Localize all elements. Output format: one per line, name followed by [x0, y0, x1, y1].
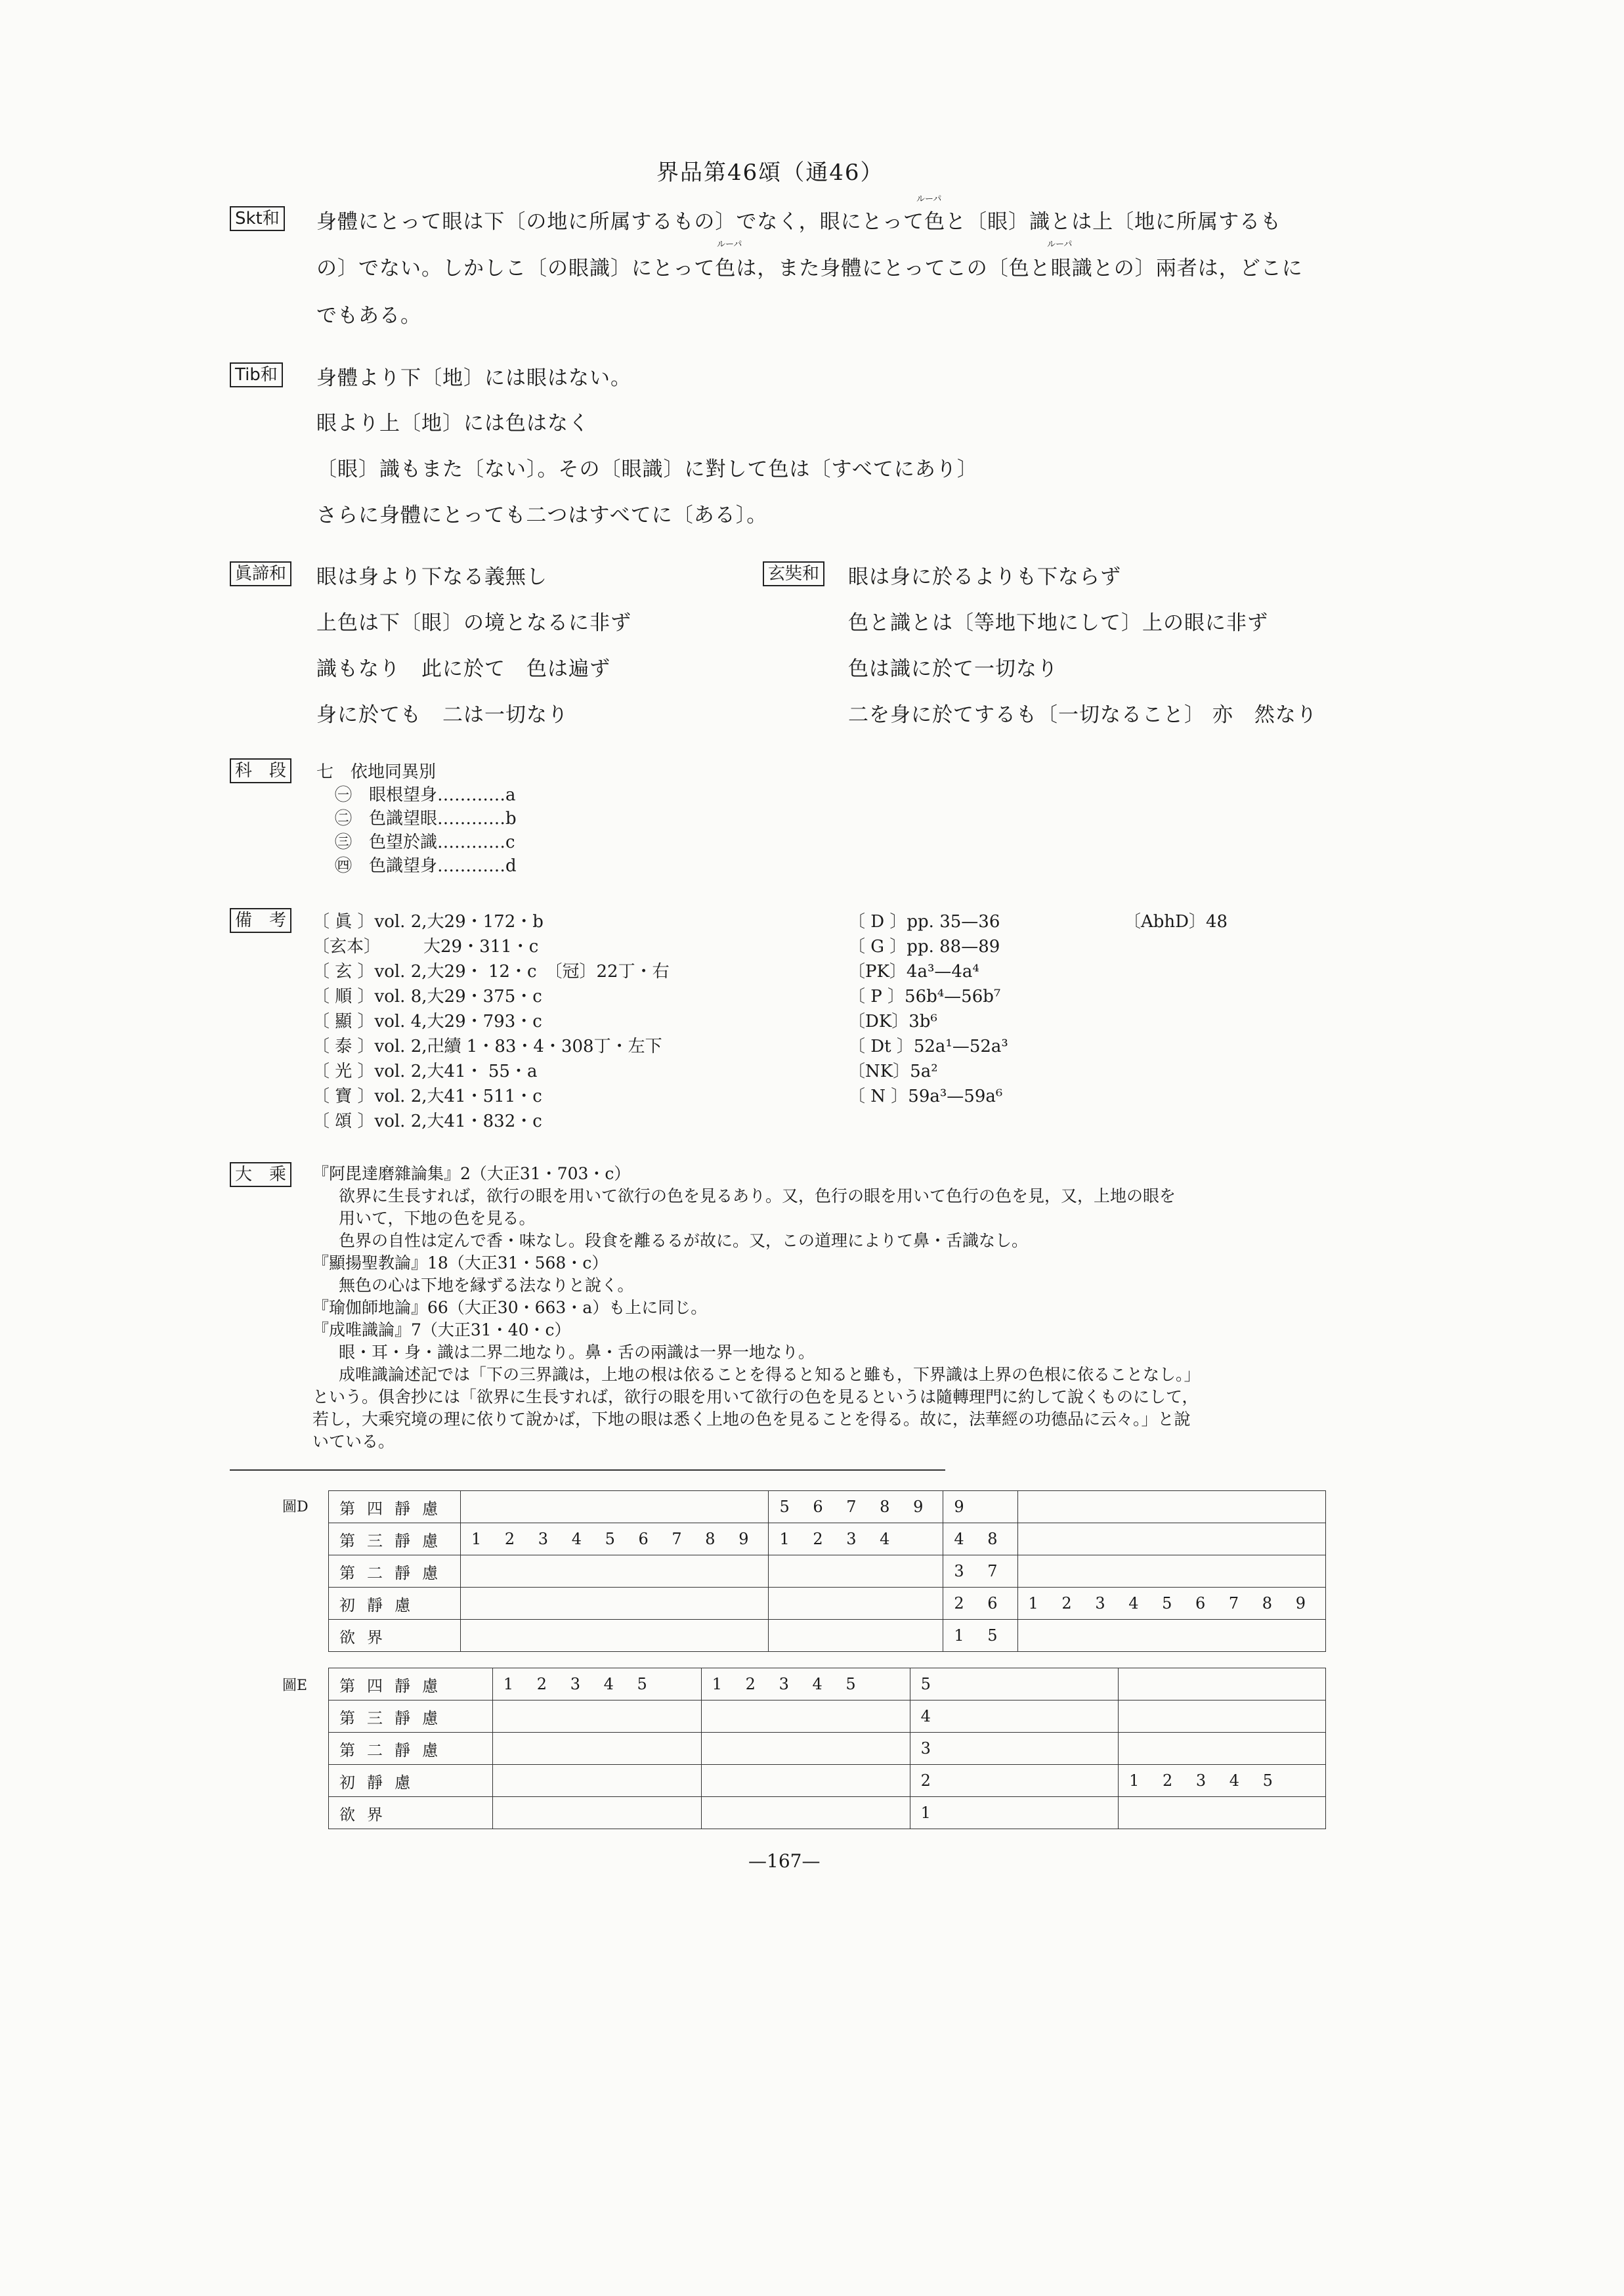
table-cell: 5	[910, 1668, 1118, 1700]
table-row	[329, 1491, 1326, 1523]
biko-right: 〔PK〕4a³—4a⁴	[848, 962, 979, 982]
table-cell	[701, 1797, 910, 1829]
table-cell: 3	[910, 1733, 1118, 1765]
daijo-line: 『顯揚聖教論』18（大正31・568・c）	[312, 1253, 609, 1272]
kadan-item: 色識望眼…………b	[369, 809, 517, 829]
table-cell: 1 2 3 4 5	[701, 1668, 910, 1700]
table-cell	[769, 1620, 943, 1652]
shintai-line: 識もなり 此に於て 色は遍ず	[316, 657, 610, 681]
table-cell	[492, 1700, 701, 1733]
table-row	[329, 1700, 1326, 1733]
table-cell	[1017, 1555, 1325, 1588]
biko-left: 〔 光 〕vol. 2,大41・ 55・a	[312, 1062, 538, 1081]
tib-line: さらに身體にとっても二つはすべてに〔ある〕。	[316, 504, 768, 527]
biko-right: 〔 N 〕59a³—59a⁶	[848, 1087, 1003, 1106]
biko-left: 〔 眞 〕vol. 2,大29・172・b	[312, 912, 544, 932]
table-cell	[701, 1765, 910, 1797]
genjo-line: 二を身に於てするも〔一切なること〕 亦 然なり	[848, 703, 1317, 727]
tib-label: Tib和	[230, 362, 283, 387]
daijo-line: 若し，大乘究境の理に依りて說かば，下地の眼は悉く上地の色を見ることを得る。故に，法華經の功德品に云々。」と說	[312, 1410, 1191, 1429]
table-cell	[1119, 1733, 1326, 1765]
daijo-line: 用いて，下地の色を見る。	[339, 1209, 536, 1228]
shintai-label: 眞諦和	[230, 561, 291, 586]
kadan-item: 色望於識…………c	[369, 833, 515, 852]
figure-e-table	[328, 1668, 1326, 1829]
kadan-item-mark: ㊂	[335, 833, 353, 852]
shintai-line: 眼は身より下なる義無し	[316, 565, 547, 589]
table-cell: 2	[910, 1765, 1118, 1797]
biko-right: 〔DK〕3b⁶	[848, 1012, 937, 1031]
table-cell: 4 8	[943, 1523, 1017, 1555]
table-cell: 2 6	[943, 1588, 1017, 1620]
kadan-item: 色識望身…………d	[369, 856, 517, 876]
table-cell: 3 7	[943, 1555, 1017, 1588]
genjo-line: 色は識に於て一切なり	[848, 657, 1058, 681]
table-cell	[1017, 1491, 1325, 1523]
table-cell: 1	[910, 1797, 1118, 1829]
table-cell: 1 2 3 4 5 6 7 8 9	[461, 1523, 769, 1555]
daijo-label: 大 乘	[230, 1162, 291, 1187]
shintai-line: 上色は下〔眼〕の境となるに非ず	[316, 611, 631, 635]
biko-abhd: 〔AbhD〕48	[1124, 912, 1228, 932]
shintai-line: 身に於ても 二は一切なり	[316, 703, 568, 727]
table-row	[329, 1523, 1326, 1555]
table-cell	[492, 1733, 701, 1765]
table-cell	[1119, 1668, 1326, 1700]
biko-right: 〔 D 〕pp. 35—36	[848, 912, 1000, 932]
daijo-line: 欲界に生長すれば，欲行の眼を用いて欲行の色を見るあり。又，色行の眼を用いて色行の色を見，又，上地の眼を	[339, 1186, 1176, 1205]
daijo-line: という。俱舍抄には「欲界に生長すれば，欲行の眼を用いて欲行の色を見るというは隨轉理門に約して說くものにして，	[312, 1387, 1199, 1406]
table-cell	[1017, 1620, 1325, 1652]
table-cell	[492, 1765, 701, 1797]
daijo-line: 眼・耳・身・識は二界二地なり。鼻・舌の兩識は一界一地なり。	[339, 1343, 815, 1362]
daijo-line: いている。	[312, 1432, 395, 1451]
page-number: —167—	[748, 1850, 821, 1872]
table-row	[329, 1797, 1326, 1829]
table-cell	[461, 1620, 769, 1652]
table-cell: 1 2 3 4 5	[1119, 1765, 1326, 1797]
table-cell	[461, 1491, 769, 1523]
table-cell	[461, 1555, 769, 1588]
table-row	[329, 1588, 1326, 1620]
figure-d-label: 圖D	[282, 1499, 309, 1515]
footnote-rule	[230, 1469, 945, 1471]
figure-d-table	[328, 1490, 1326, 1652]
genjo-line: 眼は身に於るよりも下ならず	[848, 565, 1121, 589]
biko-left: 〔玄本〕 大29・311・c	[312, 937, 539, 957]
biko-left: 〔 順 〕vol. 8,大29・375・c	[312, 987, 542, 1007]
table-cell	[1119, 1700, 1326, 1733]
table-cell	[769, 1588, 943, 1620]
skt-label: Skt和	[230, 206, 285, 231]
daijo-line: 『成唯識論』7（大正31・40・c）	[312, 1320, 571, 1339]
daijo-line: 無色の心は下地を縁ずる法なりと說く。	[339, 1276, 634, 1295]
table-cell: 4	[910, 1700, 1118, 1733]
table-cell: 1 2 3 4 5 6 7 8 9	[1017, 1588, 1325, 1620]
tib-line: 身體より下〔地〕には眼はない。	[316, 366, 631, 390]
biko-left: 〔 泰 〕vol. 2,卍續 1・83・4・308丁・左下	[312, 1037, 662, 1056]
realm-cell: 第二靜慮	[329, 1555, 461, 1588]
table-row	[329, 1620, 1326, 1652]
biko-right: 〔 Dt 〕52a¹—52a³	[848, 1037, 1008, 1056]
kadan-head: 七 依地同異別	[316, 762, 437, 782]
table-cell	[1119, 1797, 1326, 1829]
table-cell: 5 6 7 8 9	[769, 1491, 943, 1523]
realm-cell: 第二靜慮	[329, 1733, 493, 1765]
genjo-label: 玄奘和	[763, 561, 824, 586]
table-row	[329, 1668, 1326, 1700]
biko-left: 〔 玄 〕vol. 2,大29・ 12・c 〔冠〕22丁・右	[312, 962, 670, 982]
realm-cell: 欲界	[329, 1797, 493, 1829]
table-cell	[701, 1700, 910, 1733]
realm-cell: 第四靜慮	[329, 1668, 493, 1700]
daijo-line: 『阿毘達磨雜論集』2（大正31・703・c）	[312, 1164, 631, 1183]
kadan-item-mark: ㊀	[335, 785, 353, 805]
table-cell	[1017, 1523, 1325, 1555]
tib-line: 眼より上〔地〕には色はなく	[316, 412, 589, 435]
realm-cell: 第三靜慮	[329, 1700, 493, 1733]
table-cell: 9	[943, 1491, 1017, 1523]
skt-line: の〕でない。しかしこ〔の眼識〕にとって色は，また身體にとってこの〔色と眼識との〕兩者は，どこに	[316, 257, 1303, 280]
realm-cell: 欲界	[329, 1620, 461, 1652]
biko-left: 〔 寶 〕vol. 2,大41・511・c	[312, 1087, 542, 1106]
table-cell: 1 2 3 4 5	[492, 1668, 701, 1700]
table-cell: 1 2 3 4	[769, 1523, 943, 1555]
biko-right: 〔NK〕5a²	[848, 1062, 938, 1081]
biko-label: 備 考	[230, 908, 291, 933]
realm-cell: 第三靜慮	[329, 1523, 461, 1555]
table-cell	[492, 1797, 701, 1829]
biko-right: 〔 G 〕pp. 88—89	[848, 937, 1000, 957]
ruby-rupa-2: ルーパ	[717, 240, 742, 249]
table-cell	[461, 1588, 769, 1620]
tib-line: 〔眼〕識もまた〔ない〕。その〔眼識〕に對して色は〔すべてにあり〕	[316, 458, 978, 481]
table-row	[329, 1733, 1326, 1765]
ruby-rupa-1: ルーパ	[916, 194, 942, 204]
realm-cell: 初靜慮	[329, 1588, 461, 1620]
skt-line: でもある。	[316, 304, 421, 328]
biko-left: 〔 顯 〕vol. 4,大29・793・c	[312, 1012, 542, 1031]
page-title: 界品第46頌（通46）	[656, 160, 884, 186]
skt-line: 身體にとって眼は下〔の地に所属するもの〕でなく，眼にとって色と〔眼〕識とは上〔地に所属するも	[316, 210, 1282, 234]
kadan-item: 眼根望身…………a	[369, 785, 516, 805]
table-cell: 1 5	[943, 1620, 1017, 1652]
biko-left: 〔 頌 〕vol. 2,大41・832・c	[312, 1112, 542, 1131]
table-row	[329, 1765, 1326, 1797]
table-cell	[701, 1733, 910, 1765]
daijo-line: 色界の自性は定んで香・味なし。段食を離るるが故に。又，この道理によりて鼻・舌識なし。	[339, 1231, 1029, 1250]
kadan-item-mark: ㊃	[335, 856, 353, 876]
biko-right: 〔 P 〕56b⁴—56b⁷	[848, 987, 1001, 1007]
realm-cell: 第四靜慮	[329, 1491, 461, 1523]
table-row	[329, 1555, 1326, 1588]
kadan-label: 科 段	[230, 758, 291, 783]
figure-e-label: 圖E	[282, 1678, 308, 1694]
table-cell	[769, 1555, 943, 1588]
daijo-line: 成唯識論述記では「下の三界識は，上地の根は依ることを得ると知ると雖も，下界識は上界の色根に依ることなし。」	[339, 1365, 1201, 1384]
genjo-line: 色と識とは〔等地下地にして〕上の眼に非ず	[848, 611, 1268, 635]
daijo-line: 『瑜伽師地論』66（大正30・663・a）も上に同じ。	[312, 1298, 708, 1317]
ruby-rupa-3: ルーパ	[1047, 240, 1073, 249]
kadan-item-mark: ㊁	[335, 809, 353, 829]
realm-cell: 初靜慮	[329, 1765, 493, 1797]
